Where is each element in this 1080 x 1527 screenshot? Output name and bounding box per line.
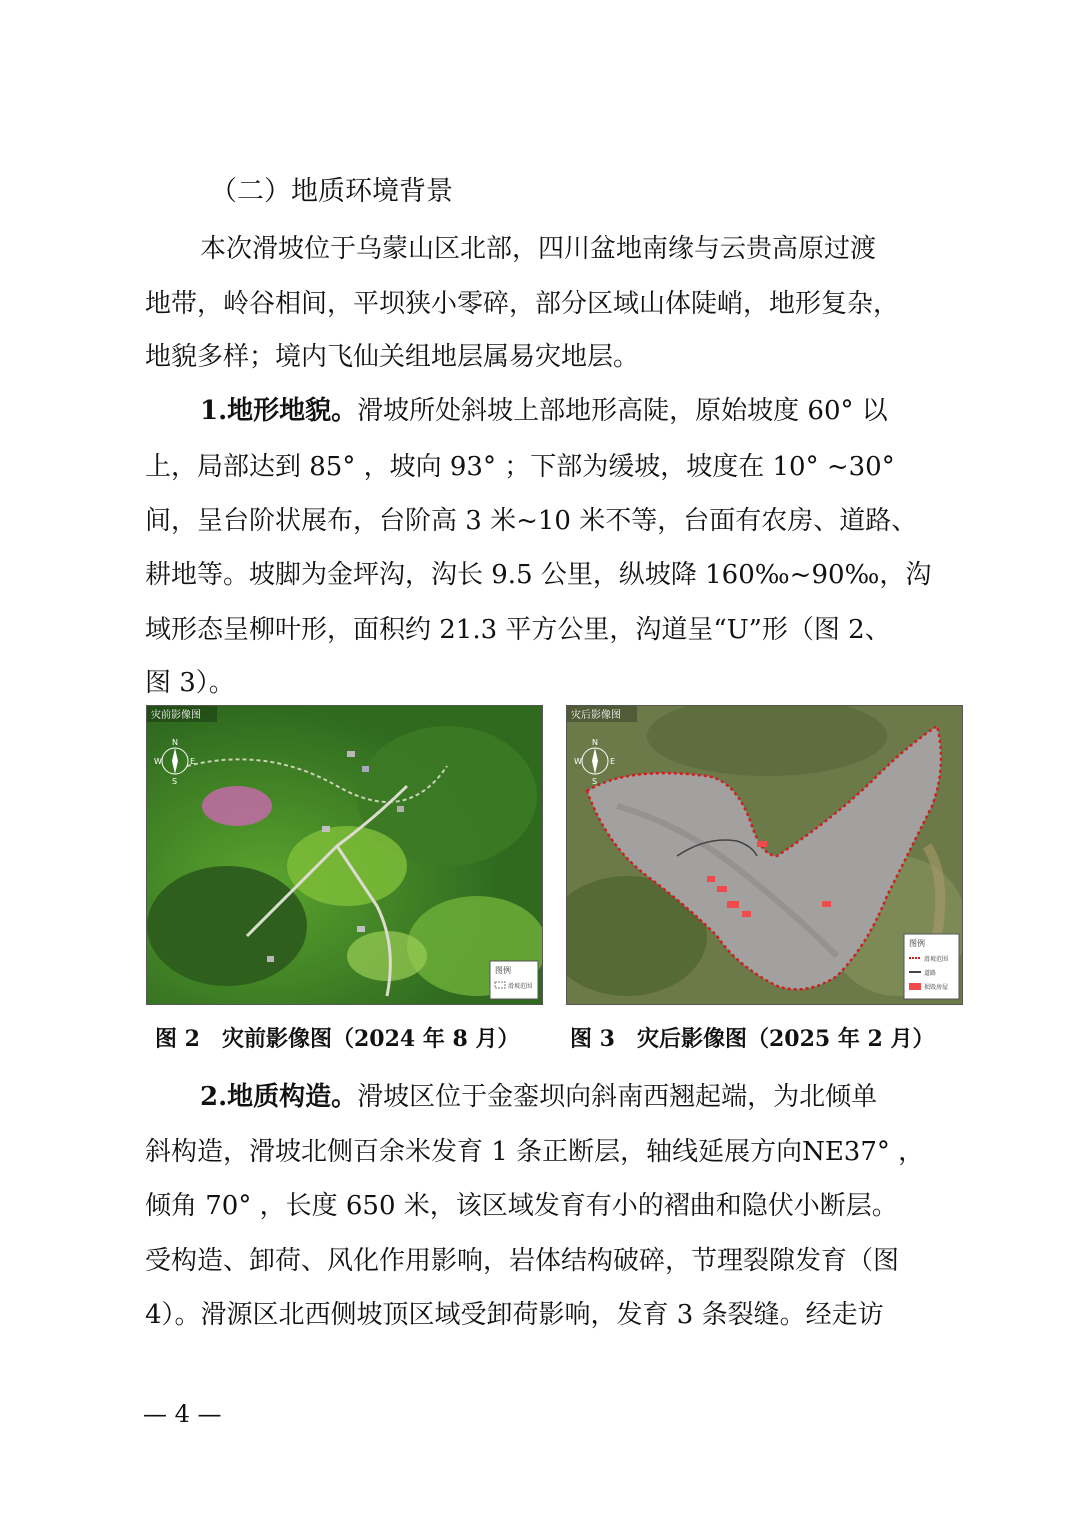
para3-line-1 <box>200 1081 877 1113</box>
damaged-house <box>757 841 767 847</box>
para2-line-1 <box>200 395 888 427</box>
svg-text:图例: 图例 <box>909 939 925 948</box>
para3-text: 滑坡区位于金銮坝向斜南西翘起端，为北倾单 <box>357 1082 878 1112</box>
figure-post-disaster-image <box>566 705 963 1005</box>
svg-text:滑坡范围: 滑坡范围 <box>924 956 949 963</box>
para2-line-3: 间，呈台阶状展布，台阶高 3 米~10 米不等，台面有农房、道路、 <box>145 506 918 536</box>
figure2-legend <box>490 961 538 999</box>
para2-line-4: 耕地等。坡脚为金坪沟，沟长 9.5 公里，纵坡降 160‰~90‰，沟 <box>145 560 932 590</box>
pink-slope-patch <box>202 786 272 826</box>
para2-text: 滑坡所处斜坡上部地形高陡，原始坡度 60° 以 <box>357 396 888 426</box>
house <box>397 806 404 812</box>
svg-text:S: S <box>172 777 178 786</box>
house <box>362 766 369 772</box>
house <box>322 826 330 832</box>
figure-pre-disaster-image <box>146 705 543 1005</box>
para2-line-5: 域形态呈柳叶形，面积约 21.3 平方公里，沟道呈“U”形（图 2、 <box>145 615 891 645</box>
svg-text:N: N <box>172 738 178 747</box>
svg-text:S: S <box>592 777 598 786</box>
svg-text:道路: 道路 <box>924 970 937 977</box>
page-number: — 4 — <box>143 1400 222 1428</box>
svg-text:滑坡范围: 滑坡范围 <box>508 983 533 990</box>
para2-line-6: 图 3）。 <box>145 668 235 698</box>
figure3-caption: 图 3 灾后影像图（2025 年 2 月） <box>570 1026 935 1052</box>
pre-disaster-satellite-image <box>147 706 542 1004</box>
para1-line-2: 地带，岭谷相间，平坝狭小零碎，部分区域山体陡峭，地形复杂， <box>145 289 900 319</box>
damaged-house <box>727 901 739 908</box>
damaged-house <box>717 886 727 892</box>
svg-text:N: N <box>592 738 598 747</box>
svg-text:E: E <box>190 757 196 766</box>
figure2-caption: 图 2 灾前影像图（2024 年 8 月） <box>155 1026 520 1052</box>
damaged-house <box>707 876 715 882</box>
svg-text:E: E <box>610 757 616 766</box>
para3-line-2: 斜构造，滑坡北侧百余米发育 1 条正断层，轴线延展方向NE37° ， <box>145 1137 925 1167</box>
para3-line-5: 4）。滑源区北西侧坡顶区域受卸荷影响，发育 3 条裂缝。经走访 <box>145 1300 884 1330</box>
para2-lead: 1.地形地貌。 <box>200 396 358 426</box>
para2-line-2: 上，局部达到 85° ，坡向 93° ；下部为缓坡，坡度在 10° ~30° <box>145 452 895 482</box>
svg-text:损毁房屋: 损毁房屋 <box>924 984 949 991</box>
para3-line-4: 受构造、卸荷、风化作用影响，岩体结构破碎，节理裂隙发育（图 <box>145 1246 900 1276</box>
figure3-inner-title: 灾后影像图 <box>571 710 621 721</box>
house <box>357 926 365 932</box>
figure2-inner-title: 灾前影像图 <box>151 710 201 721</box>
svg-text:W: W <box>574 757 582 766</box>
section-heading: （二）地质环境背景 <box>210 176 453 207</box>
para3-lead: 2.地质构造。 <box>200 1082 358 1112</box>
para1-line-3: 地貌多样；境内飞仙关组地层属易灾地层。 <box>145 342 640 372</box>
para1-line-1: 本次滑坡位于乌蒙山区北部，四川盆地南缘与云贵高原过渡 <box>200 234 877 264</box>
damaged-house <box>822 901 831 907</box>
post-disaster-satellite-image <box>567 706 962 1004</box>
figure3-legend <box>904 934 959 999</box>
house <box>347 751 355 757</box>
damaged-house <box>742 911 751 917</box>
svg-text:图例: 图例 <box>495 966 511 975</box>
svg-text:W: W <box>154 757 162 766</box>
para3-line-3: 倾角 70° ，长度 650 米，该区域发育有小的褶曲和隐伏小断层。 <box>145 1191 898 1221</box>
house <box>267 956 274 962</box>
